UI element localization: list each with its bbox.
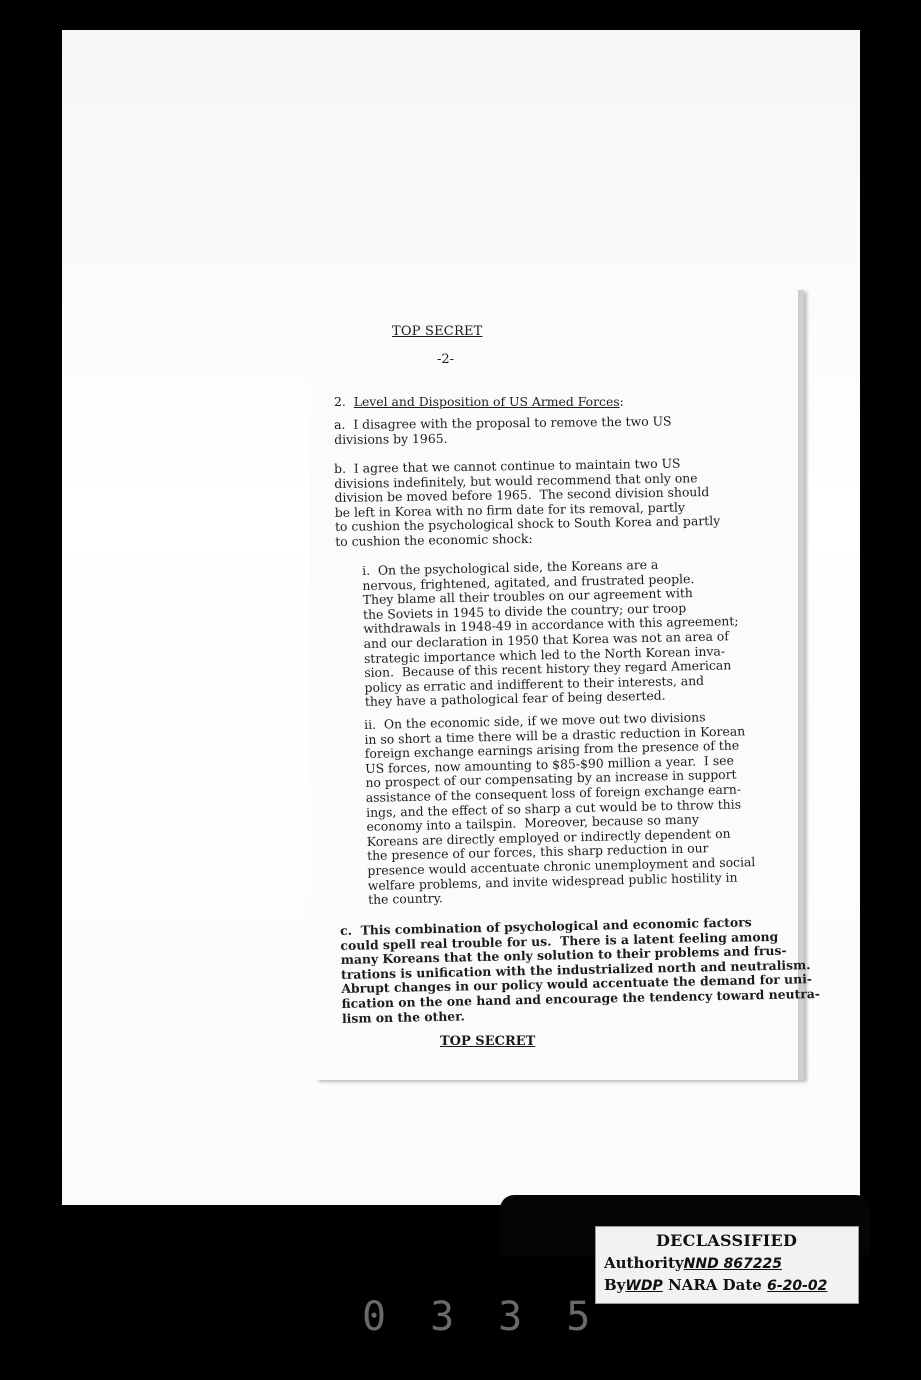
classification-header: TOP SECRET: [392, 324, 483, 339]
stamp-date-label: NARA Date: [667, 1276, 762, 1294]
section-colon: :: [619, 394, 624, 409]
classification-footer: TOP SECRET: [440, 1034, 536, 1049]
stamp-authority-value: NND 867225: [683, 1256, 783, 1272]
section-number: 2.: [334, 394, 346, 409]
stamp-title: DECLASSIFIED: [656, 1231, 798, 1250]
microfilm-frame-number: 0335: [362, 1294, 635, 1340]
paragraph-c: c. This combination of psychological and economic factors could spell real trouble for us. There is a latent feeling among many Koreans that the only solution to their problems and frus- trations is unification with the industrialized north and neutralism. Abrupt changes in our policy would accentuate the demand for uni- fication on the one hand and encourage the tendency toward neutra- lism on the other.: [339, 914, 821, 1026]
stamp-date-value: 6-20-02: [767, 1278, 828, 1294]
paragraph-i: i. On the psychological side, the Koreans are a nervous, frightened, agitated, and frustrated people. They blame all their troubles on our agreement with the Soviets in 1945 to divide the country; our troop withdrawals in 1948-49 in accordance with this agreement; and our declaration in 1950 that Korea was not an area of strategic importance which led to the North Korean inva- sion. Because of this recent history they regard American policy as erratic and indifferent to their interests, and they have a pathological fear of being deserted.: [361, 556, 739, 710]
section-title: Level and Disposition of US Armed Forces: [353, 394, 620, 409]
stamp-authority-line: [604, 1254, 782, 1272]
stamp-by-label: By: [604, 1276, 626, 1294]
declassified-stamp: [595, 1226, 859, 1304]
paragraph-ii: ii. On the economic side, if we move out two divisions in so short a time there will be a drastic reduction in Korean foreign exchange earnings arising from the presence of the US forces, now amounting to $85-$90 million a year. I see no prospect of our compensating by an increase in support assistance of the consequent loss of foreign exchange earn- ings, and the effect of so sharp a cut would be to throw this economy into a tailspin. Moreover, because so many Koreans are directly employed or indirectly dependent on the presence of our forces, this sharp reduction in our presence would accentuate chronic unemployment and social welfare problems, and invite widespread public hostility in the country.: [363, 709, 756, 908]
section-heading: [334, 395, 624, 410]
page-number: -2-: [437, 352, 455, 367]
stamp-authority-label: Authority: [604, 1254, 684, 1272]
stamp-by-line: [604, 1276, 827, 1294]
stamp-by-value: WDP: [625, 1278, 663, 1294]
paragraph-b: b. I agree that we cannot continue to maintain two US divisions indefinitely, but would recommend that only one division be moved before 1965. The second division should be left in Korea with no firm date for its removal, partly to cushion the psychological shock to South Korea and partly to cushion the economic shock:: [333, 455, 721, 549]
paragraph-a: a. I disagree with the proposal to remove the two US divisions by 1965.: [333, 413, 672, 447]
